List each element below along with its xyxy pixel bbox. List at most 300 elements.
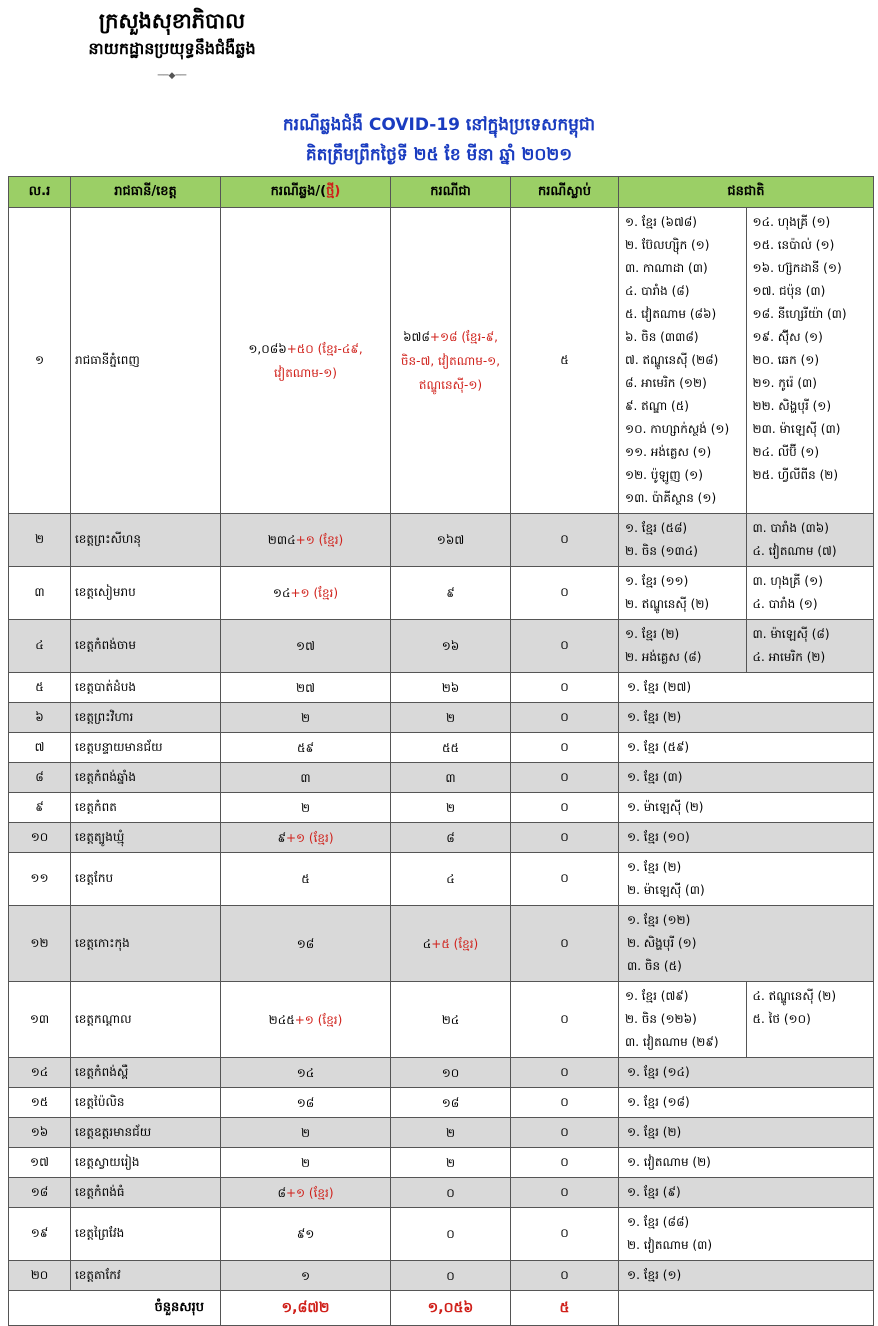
- nationality-column: [619, 567, 746, 619]
- recovered-value: ១០: [441, 1065, 460, 1080]
- cases-new-value: +៥០ (ខ្មែរ-៤៩, វៀតណាម-១): [274, 341, 363, 380]
- nationality-item: ១៤. ហុងគ្រី (១): [752, 215, 831, 229]
- recovered-value: ២: [445, 1125, 456, 1140]
- cases-value: ២៤៥: [268, 1012, 295, 1027]
- province-name: ខេត្តកំពត: [71, 793, 221, 823]
- province-name: ខេត្តបាត់ដំបង: [71, 673, 221, 703]
- row-number: ៩: [9, 793, 71, 823]
- col-header-province: រាជធានី/ខេត្ត: [71, 177, 221, 208]
- cases-value: ២៣៤: [267, 533, 296, 547]
- recovered-cell: [391, 793, 511, 823]
- nationality-item: ២. អង់គ្លេស (៨): [625, 650, 702, 664]
- deaths-value: ០: [511, 1148, 619, 1178]
- row-number: ១៦: [9, 1118, 71, 1148]
- province-name: ខេត្តបន្ទាយមានជ័យ: [71, 733, 221, 763]
- nationality-item: ១៩. ស៊ុីស (១): [752, 330, 823, 344]
- table-row: [9, 673, 874, 703]
- nationality-item: ៣. ម៉ាឡេស៊ី (៨): [752, 627, 830, 641]
- nationality-item: ៧. ឥណ្ឌូនេស៊ី (២៨): [625, 353, 719, 367]
- cases-cell: [221, 1118, 391, 1148]
- nationality-cell: [619, 1058, 874, 1088]
- table-row: [9, 982, 874, 1058]
- nationality-item: ៦. ចិន (៣៣៨): [625, 330, 699, 344]
- table-row: [9, 1118, 874, 1148]
- col-header-recovered: ករណីជា: [391, 177, 511, 208]
- row-number: ៨: [9, 763, 71, 793]
- table-row: [9, 823, 874, 853]
- nationality-item: ២១. កូរ៉េ (៣): [752, 376, 817, 390]
- nationality-cell: [619, 1148, 874, 1178]
- row-number: ១០: [9, 823, 71, 853]
- nationality-item: ១. ខ្មែរ (២៧): [627, 680, 692, 694]
- nationality-item: ២. ចិន (១៣៤): [625, 544, 698, 558]
- province-name: ខេត្តកំពង់ធំ: [71, 1178, 221, 1208]
- row-number: ២: [9, 514, 71, 567]
- nationality-cell: [619, 1178, 874, 1208]
- recovered-value: ៣: [445, 770, 456, 785]
- nationality-item: ៣. បារាំង (៣៦): [752, 521, 829, 535]
- nationality-column: [746, 514, 874, 566]
- cases-cell: [221, 567, 391, 620]
- province-name: ខេត្តកោះកុង: [71, 906, 221, 982]
- province-name: ខេត្តកំពង់ឆ្នាំង: [71, 763, 221, 793]
- total-recovered: [391, 1291, 511, 1326]
- nationality-item: ១. ខ្មែរ (៣): [627, 770, 683, 784]
- deaths-value: ០: [511, 514, 619, 567]
- nationality-cell: [619, 514, 874, 567]
- col-header-deaths: ករណីស្លាប់: [511, 177, 619, 208]
- cases-value: ៥: [301, 872, 310, 886]
- cases-new-value: +១ (ខ្មែរ): [285, 830, 334, 845]
- cases-cell: [221, 620, 391, 673]
- nationality-item: ២៥. ហ្វីលីពីន (២): [752, 468, 839, 482]
- nationality-item: ១៨. នីហ្សេរីយ៉ា (៣): [752, 307, 847, 321]
- cases-value: ១៧: [296, 639, 315, 653]
- nationality-cell: [619, 763, 874, 793]
- recovered-value: ២៦: [441, 680, 460, 695]
- nationality-column: [619, 906, 873, 981]
- row-number: ១៣: [9, 982, 71, 1058]
- cases-value: ១៤: [272, 586, 291, 600]
- nationality-item: ១. ខ្មែរ (២): [627, 1125, 682, 1139]
- nationality-cell: [619, 1261, 874, 1291]
- row-number: ១៥: [9, 1088, 71, 1118]
- cases-new-value: +១ (ខ្មែរ): [295, 533, 344, 547]
- nationality-column: [619, 673, 873, 702]
- nationality-column: [619, 763, 873, 792]
- nationality-item: ២០. ឆេក (១): [752, 353, 820, 367]
- nationality-column: [619, 1208, 873, 1260]
- province-name: ខេត្តព្រៃវែង: [71, 1208, 221, 1261]
- cases-value: ២: [300, 800, 311, 815]
- nationality-cell: [619, 793, 874, 823]
- nationality-item: ៣. វៀតណាម (២៩): [625, 1035, 719, 1049]
- province-name: ខេត្តកំពង់ចាម: [71, 620, 221, 673]
- nationality-item: ១. ខ្មែរ (៦៧៨): [625, 215, 697, 229]
- nationality-column: [746, 208, 874, 513]
- nationality-item: ១. ខ្មែរ (២): [627, 860, 682, 874]
- province-name: ខេត្តឧត្តរមានជ័យ: [71, 1118, 221, 1148]
- recovered-value: ២: [445, 710, 456, 725]
- nationality-list: [619, 567, 873, 619]
- nationality-list: [619, 703, 873, 732]
- row-number: ២០: [9, 1261, 71, 1291]
- nationality-item: ១. ខ្មែរ (១០): [627, 830, 690, 844]
- province-name: ខេត្តព្រះវិហារ: [71, 703, 221, 733]
- recovered-value: ៤: [422, 936, 432, 951]
- recovered-value: ៥៥: [442, 740, 459, 755]
- recovered-cell: [391, 1148, 511, 1178]
- deaths-value: ០: [511, 733, 619, 763]
- nationality-list: [619, 1118, 873, 1147]
- nationality-list: [619, 823, 873, 852]
- nationality-item: ១២. ប៉ូឡូញ (១): [625, 468, 703, 482]
- nationality-item: ៣. ចិន (៥): [627, 959, 682, 973]
- row-number: ១៧: [9, 1148, 71, 1178]
- deaths-value: ០: [511, 982, 619, 1058]
- letterhead: [22, 6, 322, 82]
- total-deaths: [511, 1291, 619, 1326]
- cases-value: ៩១: [296, 1227, 315, 1241]
- province-name: ខេត្តកំពង់ស្ពឺ: [71, 1058, 221, 1088]
- cases-cell: [221, 1261, 391, 1291]
- nationality-item: ១. ខ្មែរ (២): [627, 710, 682, 724]
- total-row: [9, 1291, 874, 1326]
- deaths-value: ០: [511, 1118, 619, 1148]
- recovered-cell: [391, 620, 511, 673]
- recovered-cell: [391, 1261, 511, 1291]
- deaths-value: ០: [511, 1208, 619, 1261]
- nationality-list: [619, 733, 873, 762]
- cases-cell: [221, 763, 391, 793]
- cases-new-value: +១ (ខ្មែរ): [294, 1012, 343, 1027]
- recovered-new-value: +១៨ (ខ្មែរ-៩, ចិន-៧, វៀតណាម-១, ឥណ្ឌូនេស៊ី-១): [400, 329, 501, 392]
- deaths-value: ០: [511, 1058, 619, 1088]
- recovered-value: ០: [446, 1185, 455, 1200]
- cases-value: ១: [300, 1268, 311, 1283]
- cases-cell: [221, 703, 391, 733]
- recovered-cell: [391, 567, 511, 620]
- nationality-column: [619, 733, 873, 762]
- total-cases-value: ១,៨៧២: [281, 1299, 330, 1316]
- nationality-item: ១. ម៉ាឡេស៊ី (២): [627, 800, 704, 814]
- nationality-column: [619, 1148, 873, 1177]
- cases-cell: [221, 1088, 391, 1118]
- recovered-cell: [391, 763, 511, 793]
- recovered-value: ២: [445, 1155, 456, 1170]
- total-nationality-empty: [619, 1291, 874, 1326]
- report-title: [0, 110, 878, 170]
- nationality-column: [619, 982, 746, 1057]
- deaths-value: ០: [511, 1178, 619, 1208]
- recovered-cell: [391, 208, 511, 514]
- cases-cell: [221, 1178, 391, 1208]
- nationality-column: [619, 514, 746, 566]
- recovered-value: ២៤: [441, 1012, 460, 1027]
- recovered-cell: [391, 1118, 511, 1148]
- cases-cell: [221, 733, 391, 763]
- nationality-item: ១០. កាហ្សាក់ស្ថង់ (១): [625, 422, 730, 436]
- recovered-cell: [391, 673, 511, 703]
- nationality-item: ១. ខ្មែរ (១២): [627, 913, 691, 927]
- nationality-cell: [619, 823, 874, 853]
- table-row: [9, 1088, 874, 1118]
- col-header-cases-new: ថ្មី: [326, 183, 335, 199]
- cases-cell: [221, 793, 391, 823]
- col-header-no: ល.រ: [9, 177, 71, 208]
- nationality-item: ១៦. ហ្ស៊កដានី (១): [752, 261, 842, 275]
- nationality-item: ៤. វៀតណាម (៧): [752, 544, 837, 558]
- province-name: ខេត្តស្វាយរៀង: [71, 1148, 221, 1178]
- cases-value: ១៨: [296, 936, 315, 951]
- table-row: [9, 733, 874, 763]
- nationality-item: ២៤. លីប៊ី (១): [752, 445, 820, 459]
- nationality-item: ១. ខ្មែរ (១): [627, 1268, 682, 1282]
- nationality-cell: [619, 673, 874, 703]
- col-header-cases: [221, 177, 391, 208]
- nationality-item: ៨. អាមេរិក (១២): [625, 376, 707, 390]
- table-row: [9, 1178, 874, 1208]
- recovered-value: ៨: [446, 830, 455, 845]
- nationality-item: ៥. ថៃ (១០): [752, 1012, 811, 1026]
- nationality-cell: [619, 1208, 874, 1261]
- nationality-item: ២. ចិន (១២៦): [625, 1012, 697, 1026]
- table-row: [9, 1261, 874, 1291]
- nationality-item: ១. ខ្មែរ (៥៨): [625, 521, 688, 535]
- nationality-list: [619, 1261, 873, 1290]
- deaths-value: ០: [511, 793, 619, 823]
- cases-value: ២: [300, 710, 311, 725]
- cases-value: ២៧: [296, 680, 315, 695]
- row-number: ១: [9, 208, 71, 514]
- table-row: [9, 853, 874, 906]
- nationality-list: [619, 620, 873, 672]
- province-name: ខេត្តព្រះសីហនុ: [71, 514, 221, 567]
- province-name: ខេត្តកែប: [71, 853, 221, 906]
- recovered-value: ០: [446, 1268, 455, 1283]
- total-label: ចំនួនសរុប: [9, 1291, 221, 1326]
- nationality-item: ១៣. ប៉ាគីស្ថាន (១): [625, 491, 717, 505]
- deaths-value: ០: [511, 703, 619, 733]
- nationality-column: [619, 1058, 873, 1087]
- table-row: [9, 514, 874, 567]
- row-number: ១២: [9, 906, 71, 982]
- nationality-item: ២៣. ម៉ាឡេស៊ី (៣): [752, 422, 841, 436]
- recovered-value: ១៦៧: [436, 533, 465, 547]
- nationality-item: ២២. សិង្ហបុរី (១): [752, 399, 832, 413]
- province-name: ខេត្តត្បូងឃ្មុំ: [71, 823, 221, 853]
- nationality-column: [619, 1088, 873, 1117]
- cases-cell: [221, 982, 391, 1058]
- nationality-item: ២. សិង្ហបុរី (១): [627, 936, 697, 950]
- deaths-value: ០: [511, 1088, 619, 1118]
- nationality-column: [619, 853, 873, 905]
- nationality-item: ៥. វៀតណាម (៨៦): [625, 307, 717, 321]
- nationality-column: [619, 1261, 873, 1290]
- cases-cell: [221, 514, 391, 567]
- cases-value: ១,០៨៦: [248, 341, 287, 356]
- nationality-item: ១៧. ជប៉ុន (៣): [752, 284, 826, 298]
- row-number: ៣: [9, 567, 71, 620]
- deaths-value: ០: [511, 823, 619, 853]
- nationality-item: ១. ខ្មែរ (១៤): [627, 1065, 690, 1079]
- province-name: ខេត្តសៀមរាប: [71, 567, 221, 620]
- table-row: [9, 620, 874, 673]
- nationality-cell: [619, 982, 874, 1058]
- province-name: ខេត្តប៉ៃលិន: [71, 1088, 221, 1118]
- recovered-value: ០: [446, 1227, 455, 1241]
- nationality-list: [619, 208, 873, 513]
- nationality-list: [619, 1178, 873, 1207]
- recovered-value: ១៦: [441, 639, 460, 653]
- recovered-cell: [391, 982, 511, 1058]
- recovered-value: ៤: [446, 872, 455, 886]
- cases-value: ២: [300, 1125, 311, 1140]
- recovered-cell: [391, 1208, 511, 1261]
- nationality-cell: [619, 208, 874, 514]
- nationality-item: ១៥. នេប៉ាល់ (១): [752, 238, 835, 252]
- ornament-divider: ──◆──: [157, 71, 187, 81]
- recovered-value: ៩: [446, 586, 455, 600]
- deaths-value: ០: [511, 763, 619, 793]
- row-number: ១៤: [9, 1058, 71, 1088]
- recovered-cell: [391, 906, 511, 982]
- nationality-list: [619, 853, 873, 905]
- recovered-value: ២: [445, 800, 456, 815]
- recovered-cell: [391, 823, 511, 853]
- nationality-item: ១. ខ្មែរ (២): [625, 627, 680, 641]
- recovered-cell: [391, 514, 511, 567]
- deaths-value: ០: [511, 853, 619, 906]
- cases-value: ៩: [277, 830, 286, 845]
- table-row: [9, 1148, 874, 1178]
- cases-cell: [221, 673, 391, 703]
- nationality-list: [619, 673, 873, 702]
- nationality-item: ៩. ឥណ្ឌា (៥): [625, 399, 689, 413]
- nationality-item: ៤. បារាំង (៨): [625, 284, 690, 298]
- ministry-name: ក្រសួងសុខាភិបាល: [98, 9, 246, 33]
- recovered-cell: [391, 733, 511, 763]
- nationality-item: ៣. ហុងគ្រី (១): [752, 574, 823, 588]
- cases-value: ៨: [277, 1185, 286, 1200]
- cases-value: ១៤: [296, 1065, 315, 1080]
- table-row: [9, 763, 874, 793]
- nationality-column: [746, 982, 874, 1057]
- recovered-value: ៦៧៨: [403, 329, 430, 344]
- deaths-value: ០: [511, 1261, 619, 1291]
- total-cases: [221, 1291, 391, 1326]
- nationality-column: [746, 567, 874, 619]
- row-number: ៤: [9, 620, 71, 673]
- nationality-column: [619, 620, 746, 672]
- recovered-new-value: +៥ (ខ្មែរ): [431, 936, 479, 951]
- nationality-cell: [619, 703, 874, 733]
- cases-new-value: +១ (ខ្មែរ): [285, 1185, 334, 1200]
- nationality-item: ១. ខ្មែរ (៩): [627, 1185, 681, 1199]
- table-row: [9, 793, 874, 823]
- province-name: ខេត្តតាកែវ: [71, 1261, 221, 1291]
- nationality-column: [619, 208, 746, 513]
- nationality-item: ២. វៀតណាម (៣): [627, 1238, 713, 1252]
- row-number: ១១: [9, 853, 71, 906]
- nationality-item: ៣. កាណាដា (៣): [625, 261, 708, 275]
- nationality-list: [619, 1148, 873, 1177]
- recovered-cell: [391, 1058, 511, 1088]
- cases-value: ៣: [300, 770, 311, 785]
- cases-cell: [221, 1058, 391, 1088]
- nationality-list: [619, 514, 873, 566]
- table-row: [9, 906, 874, 982]
- nationality-column: [619, 1118, 873, 1147]
- nationality-item: ១. វៀតណាម (២): [627, 1155, 711, 1169]
- nationality-list: [619, 793, 873, 822]
- row-number: ៥: [9, 673, 71, 703]
- table-row: [9, 703, 874, 733]
- nationality-cell: [619, 1118, 874, 1148]
- cases-new-value: +១ (ខ្មែរ): [290, 586, 339, 600]
- nationality-cell: [619, 620, 874, 673]
- cases-cell: [221, 208, 391, 514]
- nationality-column: [619, 703, 873, 732]
- nationality-cell: [619, 733, 874, 763]
- nationality-cell: [619, 567, 874, 620]
- department-name: នាយកដ្ឋានប្រយុទ្ធនឹងជំងឺឆ្លង: [88, 39, 256, 58]
- nationality-cell: [619, 1088, 874, 1118]
- table-row: [9, 1208, 874, 1261]
- nationality-item: ២. ឥណ្ឌូនេស៊ី (២): [625, 597, 710, 611]
- row-number: ៧: [9, 733, 71, 763]
- cases-cell: [221, 1208, 391, 1261]
- nationality-list: [619, 763, 873, 792]
- deaths-value: ០: [511, 620, 619, 673]
- table-row: [9, 567, 874, 620]
- nationality-item: ២. ប៊ែលហ្ស៊ិក (១): [625, 238, 710, 252]
- table-row: [9, 1058, 874, 1088]
- nationality-list: [619, 1208, 873, 1260]
- deaths-value: ៥: [511, 208, 619, 514]
- total-recovered-value: ១,០៥៦: [427, 1299, 474, 1316]
- col-header-nationality: ជនជាតិ: [619, 177, 874, 208]
- nationality-column: [746, 620, 874, 672]
- recovered-cell: [391, 1178, 511, 1208]
- nationality-cell: [619, 906, 874, 982]
- province-name: ខេត្តកណ្ដាល: [71, 982, 221, 1058]
- col-header-cases-label: ករណីឆ្លង/(: [270, 183, 327, 199]
- total-deaths-value: ៥: [559, 1299, 570, 1316]
- nationality-list: [619, 906, 873, 981]
- nationality-item: ៤. អាមេរិក (២): [752, 650, 826, 664]
- cases-cell: [221, 823, 391, 853]
- cases-cell: [221, 853, 391, 906]
- nationality-list: [619, 1058, 873, 1087]
- province-name: រាជធានីភ្នំពេញ: [71, 208, 221, 514]
- cases-value: ៥៩: [297, 740, 314, 755]
- nationality-list: [619, 982, 873, 1057]
- cases-value: ១៨: [296, 1095, 315, 1110]
- cases-value: ២: [300, 1155, 311, 1170]
- nationality-column: [619, 1178, 873, 1207]
- nationality-item: ១. ខ្មែរ (៥៩): [627, 740, 690, 754]
- covid-cases-table: [8, 176, 874, 1326]
- nationality-item: ១. ខ្មែរ (៨៨): [627, 1215, 690, 1229]
- cases-cell: [221, 1148, 391, 1178]
- row-number: ៦: [9, 703, 71, 733]
- nationality-column: [619, 793, 873, 822]
- row-number: ១៨: [9, 1178, 71, 1208]
- recovered-cell: [391, 1088, 511, 1118]
- recovered-value: ១៨: [441, 1095, 460, 1110]
- nationality-item: ៤. បារាំង (១): [752, 597, 818, 611]
